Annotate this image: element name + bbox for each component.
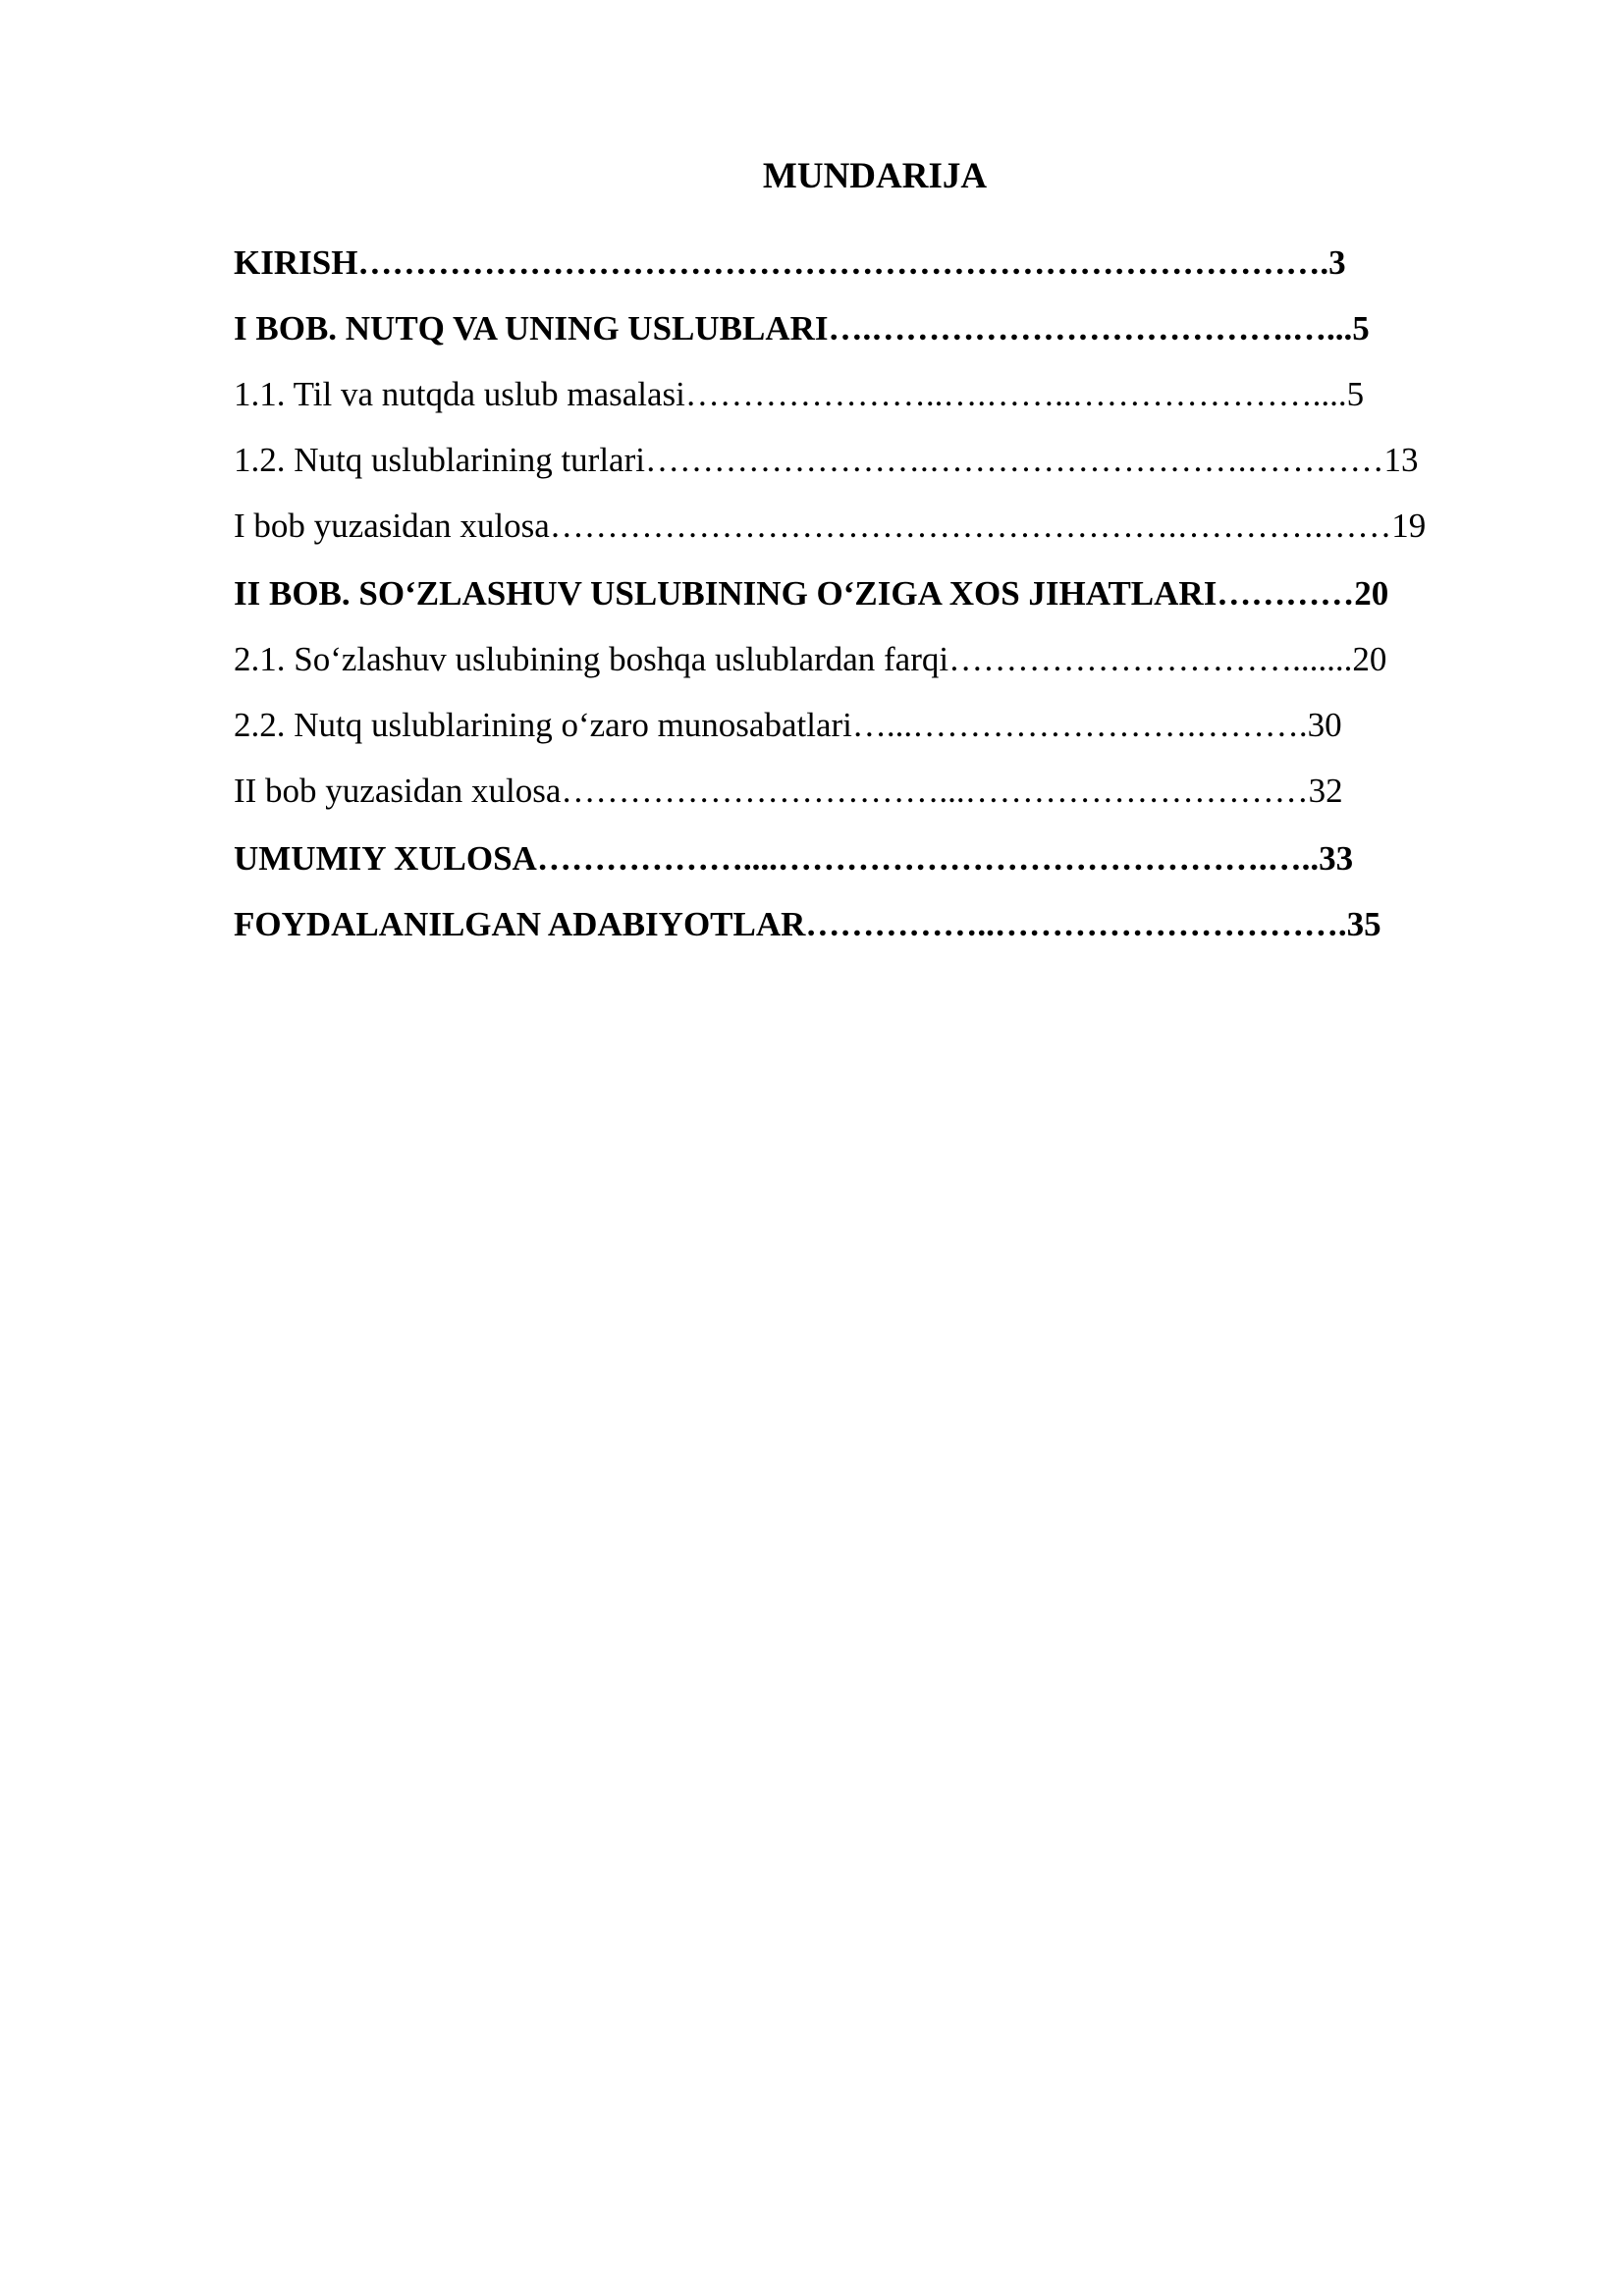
toc-entry-section-2-1: 2.1. So‘zlashuv uslubining boshqa uslublardan farqi………………………….......20 bbox=[234, 640, 1387, 678]
toc-entry-chapter-2: II BOB. SO‘ZLASHUV USLUBINING O‘ZIGA XOS JIHATLARI…………20 bbox=[234, 574, 1389, 613]
toc-entry-general-conclusion: UMUMIY XULOSA………………....…………………………………….…..33 bbox=[234, 839, 1354, 878]
toc-entry-chapter-1-conclusion: I bob yuzasidan xulosa……………………………………………….………….……19 bbox=[234, 507, 1427, 545]
toc-entry-chapter-1: I BOB. NUTQ VA UNING USLUBLARI….……………………………….…...5 bbox=[234, 309, 1370, 347]
toc-entry-section-1-1: 1.1. Til va nutqda uslub masalasi…………………..….……..…………………....5 bbox=[234, 375, 1365, 413]
toc-entry-kirish: KIRISH………………………………………………………………………….3 bbox=[234, 243, 1346, 282]
toc-entry-references: FOYDALANILGAN ADABIYOTLAR……………..………………………….35 bbox=[234, 905, 1381, 943]
page-title: MUNDARIJA bbox=[762, 156, 988, 196]
toc-entry-section-2-2: 2.2. Nutq uslublarining o‘zaro munosabatlari…...…………………….……….30 bbox=[234, 706, 1342, 744]
toc-entry-section-1-2: 1.2. Nutq uslublarining turlari…………………….……………………….…………13 bbox=[234, 441, 1419, 479]
toc-entry-chapter-2-conclusion: II bob yuzasidan xulosa……………………………...…………………………32 bbox=[234, 772, 1343, 810]
